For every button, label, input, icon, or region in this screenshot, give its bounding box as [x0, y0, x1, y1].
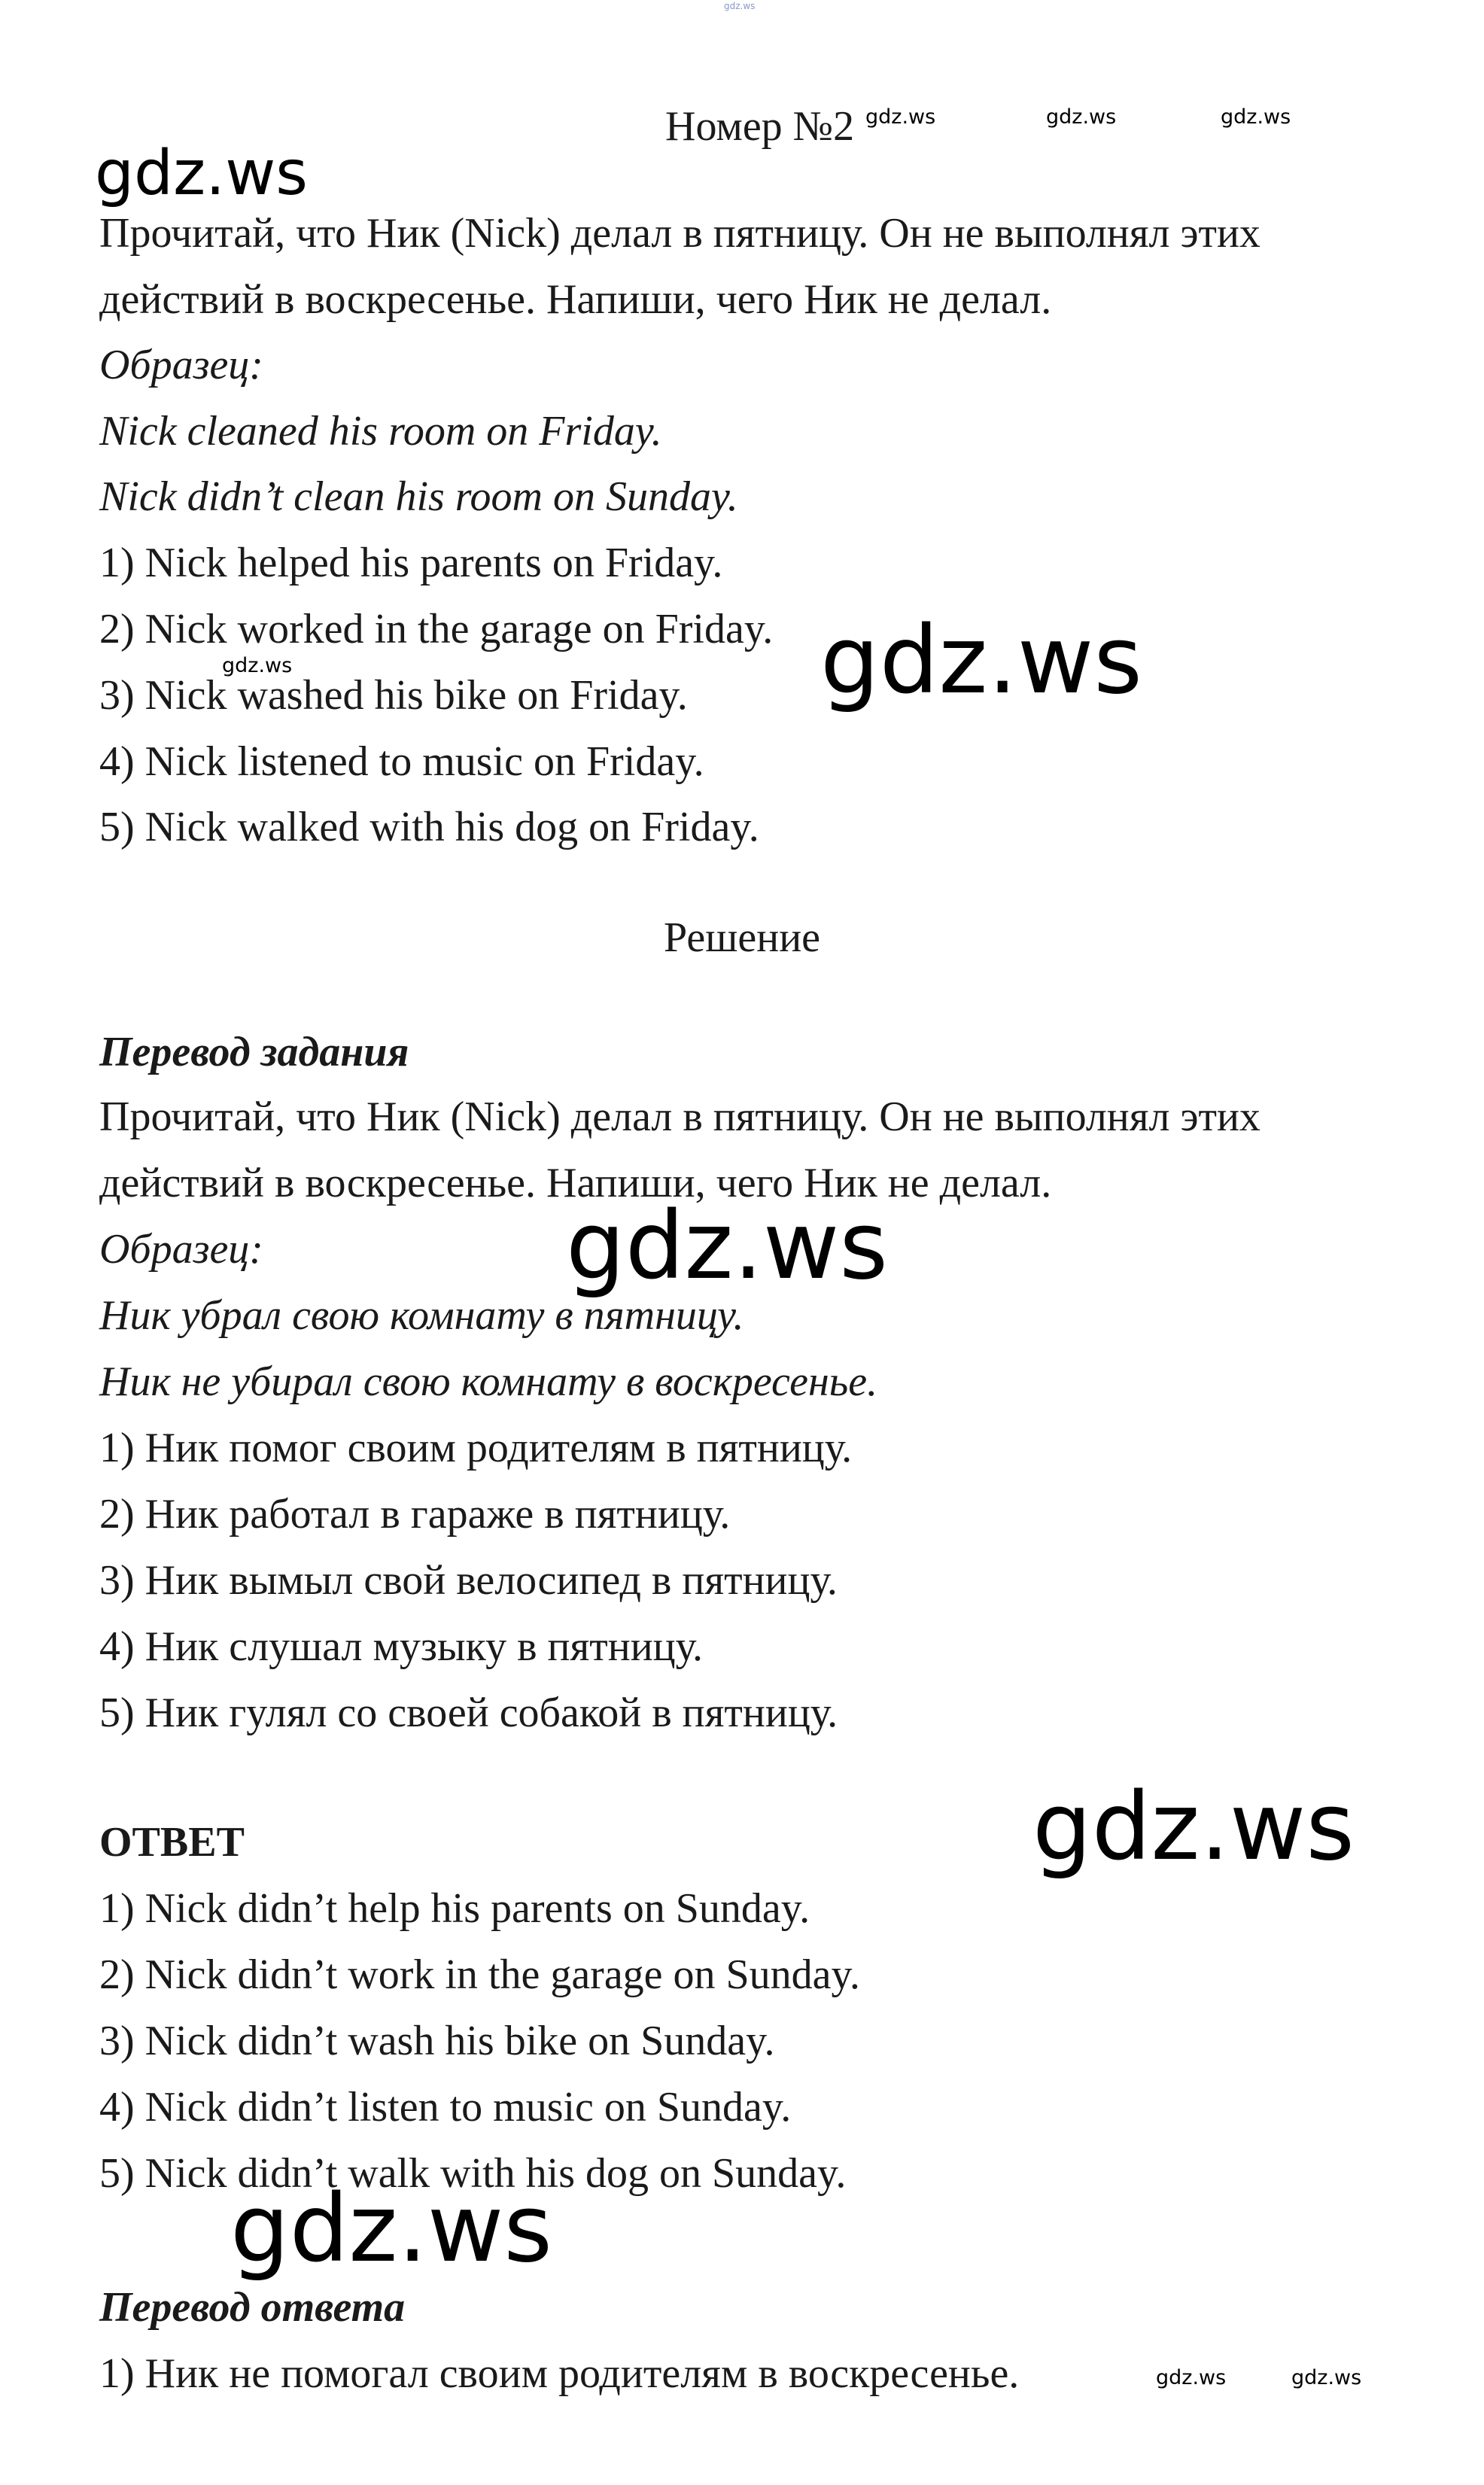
- watermark-inline-small: gdz.ws: [222, 654, 293, 677]
- task-item-4: 4) Nick listened to music on Friday.: [99, 738, 704, 785]
- watermark-center-2: gdz.ws: [566, 1192, 888, 1300]
- solution-item-4: 4) Ник слушал музыку в пятницу.: [99, 1623, 704, 1670]
- watermark-center-1: gdz.ws: [820, 607, 1142, 715]
- solution-instruction-line2: действий в воскресенье. Напиши, чего Ник не делал.: [99, 1160, 1052, 1206]
- task-sample-label: Образец:: [99, 342, 263, 388]
- watermark-footer-1: gdz.ws: [1156, 2366, 1227, 2389]
- task-instruction-line2: действий в воскресенье. Напиши, чего Ник не делал.: [99, 276, 1052, 323]
- watermark-header-3: gdz.ws: [1221, 105, 1291, 129]
- watermark-top-tiny: gdz.ws: [724, 1, 756, 11]
- answer-item-3: 3) Nick didn’t wash his bike on Sunday.: [99, 2018, 775, 2064]
- task-item-2: 2) Nick worked in the garage on Friday.: [99, 606, 774, 652]
- translation-heading: Перевод задания: [99, 1029, 409, 1075]
- watermark-footer-2: gdz.ws: [1291, 2366, 1362, 2389]
- task-number: Номер №2: [665, 103, 855, 150]
- solution-item-1: 1) Ник помог своим родителям в пятницу.: [99, 1425, 853, 1471]
- task-sample-line1: Nick cleaned his room on Friday.: [99, 408, 662, 455]
- solution-item-5: 5) Ник гулял со своей собакой в пятницу.: [99, 1690, 838, 1736]
- task-item-5: 5) Nick walked with his dog on Friday.: [99, 804, 759, 850]
- solution-item-2: 2) Ник работал в гараже в пятницу.: [99, 1491, 731, 1538]
- task-item-3: 3) Nick washed his bike on Friday.: [99, 672, 688, 719]
- solution-heading: Решение: [663, 914, 821, 961]
- answer-item-1: 1) Nick didn’t help his parents on Sunday.: [99, 1885, 810, 1932]
- watermark-header-2: gdz.ws: [1046, 105, 1117, 129]
- watermark-bottom-left: gdz.ws: [230, 2175, 552, 2283]
- answer-item-4: 4) Nick didn’t listen to music on Sunday.: [99, 2084, 792, 2131]
- answer-translation-item-1: 1) Ник не помогал своим родителям в воскресенье.: [99, 2350, 1020, 2397]
- task-instruction-line1: Прочитай, что Ник (Nick) делал в пятницу. Он не выполнял этих: [99, 210, 1260, 257]
- solution-sample-label: Образец:: [99, 1226, 263, 1273]
- watermark-header-1: gdz.ws: [865, 105, 936, 129]
- solution-item-3: 3) Ник вымыл свой велосипед в пятницу.: [99, 1557, 838, 1604]
- answer-translation-heading: Перевод ответа: [99, 2284, 406, 2331]
- answer-item-5: 5) Nick didn’t walk with his dog on Sunday.: [99, 2150, 847, 2197]
- watermark-top-left: gdz.ws: [95, 138, 308, 209]
- watermark-right: gdz.ws: [1032, 1773, 1355, 1881]
- solution-sample-line1: Ник убрал свою комнату в пятницу.: [99, 1292, 744, 1339]
- answer-heading: ОТВЕТ: [99, 1819, 245, 1866]
- solution-instruction-line1: Прочитай, что Ник (Nick) делал в пятницу. Он не выполнял этих: [99, 1093, 1260, 1140]
- task-sample-line2: Nick didn’t clean his room on Sunday.: [99, 473, 738, 520]
- solution-sample-line2: Ник не убирал свою комнату в воскресенье.: [99, 1358, 878, 1405]
- task-item-1: 1) Nick helped his parents on Friday.: [99, 540, 723, 586]
- answer-item-2: 2) Nick didn’t work in the garage on Sunday.: [99, 1951, 860, 1998]
